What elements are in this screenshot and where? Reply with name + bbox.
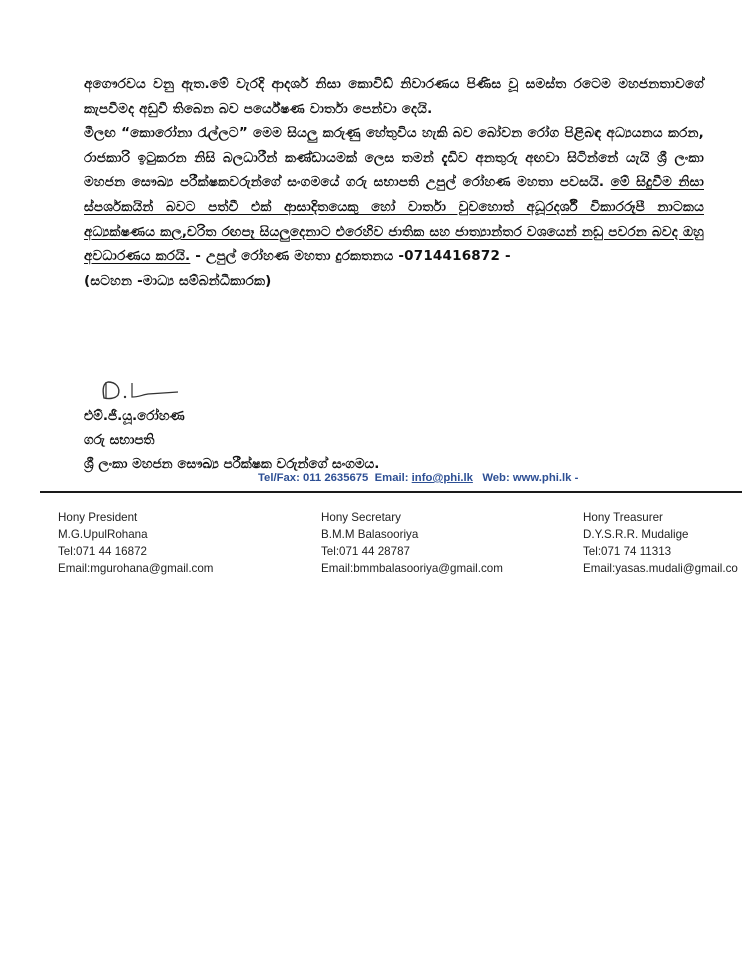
officer-name: B.M.M Balasooriya (321, 528, 419, 541)
officer-secretary (321, 509, 503, 577)
officer-treasurer (583, 509, 738, 577)
officer-role: Hony Secretary (321, 511, 401, 524)
letter-paragraph-2 (84, 121, 704, 269)
officer-tel: Tel:071 44 28787 (321, 545, 410, 558)
signatory-name: එම්.ජී.යූ.රෝහණ (84, 408, 185, 424)
signatory-title: ගරු සභාපති (84, 432, 155, 448)
officer-email: Email:yasas.mudali@gmail.co (583, 562, 738, 575)
officer-email: Email:mgurohana@gmail.com (58, 562, 214, 575)
officer-president (58, 509, 213, 577)
officer-role: Hony President (58, 511, 138, 524)
officer-name: M.G.UpulRohana (58, 528, 148, 541)
web-address: Web: www.phi.lk - (482, 472, 579, 484)
letter-paragraph-1: අගෞරවය වනු ඇත.මේ වැරදි ආදර්ශ නිසා කොවිඩ් නිවාරණය පිණිස වූ සමස්ත රටෙම මහජනතාවගේ කැපවීමද අඩුවී තිබෙන බව පර්යේෂණ වාර්තා පෙන්වා දෙයි. (84, 76, 704, 117)
contact-line (258, 472, 578, 484)
officer-tel: Tel:071 74 11313 (583, 545, 672, 558)
paragraph-2-text: මීලඟ “කොරෝනා රැල්ලට” මෙම සියලු කරුණු හේතුවිය හැකි බව බෝවන රෝග පිළිබඳ අධ්‍යයනය කරන, රාජකාරි ඉටුකරන නිසි බලධාරීන් කණ්ඩායමක් ලෙස තමන් දැඩිව අනතුරු අඟවා සිටින්නේ යැයි ශ්‍රී ලංකා මහජන සෞඛ්‍ය පරීක්ෂකවරුන්ගේ සංගමයේ ගරු සභාපති උපුල් රෝහණ මහතා පවසයි. (84, 125, 704, 191)
officer-role: Hony Treasurer (583, 511, 663, 524)
email-link[interactable]: info@phi.lk (411, 472, 473, 484)
officer-email: Email:bmmbalasooriya@gmail.com (321, 562, 503, 575)
letter-body (84, 72, 704, 293)
officer-tel: Tel:071 44 16872 (58, 545, 147, 558)
tel-fax: Tel/Fax: 011 2635675 (258, 472, 369, 484)
paragraph-2-underlined-text: මේ සිදුවීම නිසා ස්පර්ශකයින් බවට පත්වී එක් ආසාදිතයෙකු හෝ වාර්තා වුවහොත් අධූරදර්ශී විකාරරූපී නාටකය අධ්‍යක්ෂණය කල,චරිත රඟපෑ සියලුදෙනාට එරෙහිව ජාතික සහ ජාත්‍යාන්තර වශයෙන් නඩු පවරන බවද ඔහු අවධාරණය කරයි. (84, 174, 704, 265)
media-coordinator-note: (සටහන -මාධ්‍ය සම්බන්ධීකාරක) (84, 272, 272, 289)
organization-name: ශ්‍රී ලංකා මහජන සෞඛ්‍ය පරීක්ෂක වරුන්ගේ සංගමය. (84, 456, 380, 472)
signature-block (84, 404, 379, 476)
signature-icon (92, 378, 182, 404)
footer-divider (40, 491, 742, 493)
officer-name: D.Y.S.R.R. Mudalige (583, 528, 689, 541)
email-label: Email: (374, 472, 409, 484)
paragraph-2-phone-text: - උපුල් රෝහණ මහතා දුරකතනය -0714416872 - (190, 248, 511, 265)
